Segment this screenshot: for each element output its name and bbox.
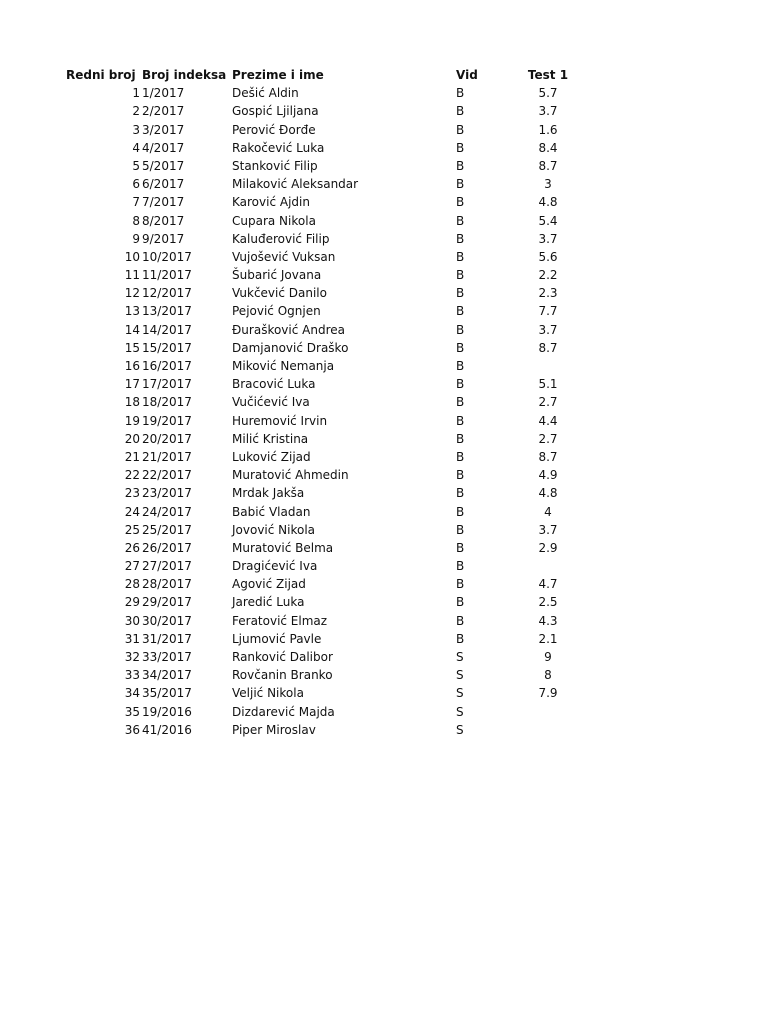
cell-vid: S [456, 704, 464, 719]
cell-broj-indeksa: 14/2017 [142, 322, 192, 337]
cell-prezime-ime: Mrdak Jakša [232, 486, 305, 501]
cell-test1: 2.3 [538, 286, 558, 301]
cell-redni-broj: 31 [124, 631, 140, 646]
cell-vid: B [456, 231, 465, 246]
cell-redni-broj: 8 [132, 213, 140, 228]
cell-broj-indeksa: 28/2017 [142, 577, 192, 592]
cell-test1: 8.7 [538, 449, 558, 464]
table-row [0, 248, 768, 266]
cell-redni-broj: 26 [124, 540, 140, 555]
cell-redni-broj: 23 [124, 486, 140, 501]
cell-prezime-ime: Đurašković Andrea [232, 322, 345, 337]
cell-redni-broj: 20 [124, 431, 140, 446]
cell-vid: B [456, 213, 465, 228]
cell-redni-broj: 22 [124, 468, 140, 483]
cell-redni-broj: 35 [124, 704, 140, 719]
cell-prezime-ime: Šubarić Jovana [232, 268, 322, 283]
cell-test1: 4.8 [538, 195, 558, 210]
table-row [0, 684, 768, 702]
cell-broj-indeksa: 2/2017 [142, 104, 185, 119]
cell-broj-indeksa: 6/2017 [142, 177, 185, 192]
cell-redni-broj: 32 [124, 650, 140, 664]
cell-vid: S [456, 686, 464, 701]
cell-prezime-ime: Piper Miroslav [232, 722, 316, 737]
cell-vid: B [456, 431, 465, 446]
cell-prezime-ime: Milić Kristina [232, 431, 309, 446]
cell-prezime-ime: Dragićević Iva [232, 559, 318, 574]
table-row [0, 539, 768, 557]
cell-redni-broj: 7 [132, 195, 140, 210]
cell-vid: B [456, 559, 465, 574]
table-row [0, 266, 768, 284]
cell-vid: S [456, 668, 464, 683]
header-broj-indeksa: Broj indeksa [142, 68, 227, 82]
cell-redni-broj: 36 [124, 722, 140, 737]
cell-broj-indeksa: 31/2017 [142, 631, 192, 646]
cell-vid: B [456, 595, 465, 610]
cell-test1: 8.4 [538, 140, 558, 155]
cell-redni-broj: 29 [124, 595, 140, 610]
cell-vid: B [456, 577, 465, 592]
cell-redni-broj: 17 [124, 377, 140, 392]
table-row [0, 121, 768, 139]
table-row [0, 412, 768, 430]
table-row [0, 357, 768, 375]
cell-prezime-ime: Muratović Ahmedin [232, 468, 349, 483]
cell-redni-broj: 11 [124, 268, 140, 283]
cell-vid: B [456, 504, 465, 519]
cell-broj-indeksa: 29/2017 [142, 595, 192, 610]
table-row [0, 575, 768, 593]
cell-test1: 3.7 [538, 322, 558, 337]
cell-vid: B [456, 86, 465, 101]
cell-redni-broj: 24 [124, 504, 140, 519]
cell-test1: 4.4 [538, 413, 558, 428]
cell-vid: B [456, 540, 465, 555]
header-prezime-ime: Prezime i ime [232, 68, 324, 82]
cell-test1: 7.7 [538, 304, 558, 319]
cell-test1: 1.6 [538, 122, 558, 137]
table-row [0, 721, 768, 739]
cell-vid: B [456, 158, 465, 173]
cell-prezime-ime: Perović Đorđe [232, 122, 316, 137]
cell-prezime-ime: Cupara Nikola [232, 213, 316, 228]
cell-vid: B [456, 122, 465, 137]
table-row [0, 84, 768, 102]
cell-vid: B [456, 449, 465, 464]
cell-vid: B [456, 268, 465, 283]
cell-vid: B [456, 468, 465, 483]
cell-prezime-ime: Rovčanin Branko [232, 668, 333, 683]
cell-test1: 4.3 [538, 613, 558, 628]
cell-redni-broj: 33 [124, 668, 140, 683]
header-row [0, 66, 768, 84]
cell-prezime-ime: Ranković Dalibor [232, 650, 333, 664]
cell-broj-indeksa: 24/2017 [142, 504, 192, 519]
cell-test1: 5.4 [538, 213, 558, 228]
table-row [0, 175, 768, 193]
cell-prezime-ime: Jaredić Luka [232, 595, 305, 610]
cell-redni-broj: 19 [124, 413, 140, 428]
cell-broj-indeksa: 41/2016 [142, 722, 192, 737]
cell-broj-indeksa: 9/2017 [142, 231, 185, 246]
table-row [0, 612, 768, 630]
cell-prezime-ime: Ljumović Pavle [232, 631, 322, 646]
cell-test1: 2.1 [538, 631, 558, 646]
cell-prezime-ime: Huremović Irvin [232, 413, 328, 428]
table-row [0, 484, 768, 502]
cell-broj-indeksa: 13/2017 [142, 304, 192, 319]
cell-vid: B [456, 304, 465, 319]
cell-redni-broj: 3 [132, 122, 140, 137]
table-row [0, 557, 768, 575]
cell-test1: 2.5 [538, 595, 558, 610]
cell-broj-indeksa: 4/2017 [142, 140, 185, 155]
header-test1: Test 1 [527, 68, 569, 82]
cell-broj-indeksa: 18/2017 [142, 395, 192, 410]
cell-prezime-ime: Veljić Nikola [232, 686, 304, 701]
cell-redni-broj: 34 [124, 686, 140, 701]
cell-vid: B [456, 104, 465, 119]
cell-vid: B [456, 631, 465, 646]
table-row [0, 230, 768, 248]
cell-redni-broj: 14 [124, 322, 140, 337]
cell-redni-broj: 28 [124, 577, 140, 592]
cell-prezime-ime: Jovović Nikola [232, 522, 316, 537]
cell-prezime-ime: Babić Vladan [232, 504, 311, 519]
cell-broj-indeksa: 21/2017 [142, 449, 192, 464]
table-row [0, 302, 768, 320]
cell-broj-indeksa: 26/2017 [142, 540, 192, 555]
cell-redni-broj: 13 [124, 304, 140, 319]
cell-broj-indeksa: 15/2017 [142, 340, 192, 355]
cell-redni-broj: 4 [132, 140, 140, 155]
cell-vid: B [456, 613, 465, 628]
cell-test1: 2.2 [538, 268, 558, 283]
cell-vid: B [456, 322, 465, 337]
cell-broj-indeksa: 10/2017 [142, 249, 192, 264]
cell-test1: 2.7 [538, 395, 558, 410]
cell-vid: B [456, 522, 465, 537]
cell-broj-indeksa: 34/2017 [142, 668, 192, 683]
cell-prezime-ime: Pejović Ognjen [232, 304, 321, 319]
cell-prezime-ime: Luković Zijad [232, 449, 311, 464]
table-row [0, 630, 768, 648]
header-redni-broj: Redni broj [66, 68, 136, 82]
cell-test1: 4 [544, 504, 552, 519]
cell-prezime-ime: Vujošević Vuksan [232, 249, 336, 264]
cell-prezime-ime: Dizdarević Majda [232, 704, 335, 719]
table-row [0, 339, 768, 357]
table-row [0, 448, 768, 466]
cell-redni-broj: 10 [124, 249, 140, 264]
cell-vid: B [456, 195, 465, 210]
cell-broj-indeksa: 33/2017 [142, 650, 192, 664]
table-row [0, 284, 768, 302]
cell-redni-broj: 15 [124, 340, 140, 355]
cell-test1: 2.9 [538, 540, 558, 555]
cell-redni-broj: 21 [124, 449, 140, 464]
cell-broj-indeksa: 7/2017 [142, 195, 185, 210]
cell-broj-indeksa: 20/2017 [142, 431, 192, 446]
cell-test1: 5.1 [538, 377, 558, 392]
cell-prezime-ime: Feratović Elmaz [232, 613, 328, 628]
cell-test1: 3 [544, 177, 552, 192]
table-row [0, 102, 768, 120]
cell-redni-broj: 9 [132, 231, 140, 246]
cell-broj-indeksa: 3/2017 [142, 122, 185, 137]
cell-prezime-ime: Miković Nemanja [232, 359, 335, 373]
cell-redni-broj: 1 [132, 86, 140, 101]
cell-vid: B [456, 177, 465, 192]
cell-redni-broj: 6 [132, 177, 140, 192]
table-body [0, 84, 768, 739]
cell-vid: B [456, 286, 465, 301]
cell-test1: 5.7 [538, 86, 558, 101]
cell-test1: 3.7 [538, 231, 558, 246]
cell-test1: 9 [544, 650, 552, 664]
cell-broj-indeksa: 19/2017 [142, 413, 192, 428]
cell-prezime-ime: Damjanović Draško [232, 340, 349, 355]
cell-test1: 3.7 [538, 104, 558, 119]
table-row [0, 212, 768, 230]
table-row [0, 375, 768, 393]
cell-prezime-ime: Rakočević Luka [232, 140, 325, 155]
cell-vid: S [456, 650, 464, 664]
table-row [0, 703, 768, 721]
cell-redni-broj: 25 [124, 522, 140, 537]
cell-test1: 4.7 [538, 577, 558, 592]
cell-broj-indeksa: 1/2017 [142, 86, 185, 101]
spreadsheet [0, 66, 768, 739]
cell-broj-indeksa: 5/2017 [142, 158, 185, 173]
table-row [0, 521, 768, 539]
cell-prezime-ime: Karović Ajdin [232, 195, 310, 210]
cell-redni-broj: 5 [132, 158, 140, 173]
cell-test1: 5.6 [538, 249, 558, 264]
cell-broj-indeksa: 16/2017 [142, 359, 192, 373]
cell-vid: S [456, 722, 464, 737]
table-row [0, 193, 768, 211]
table-row [0, 157, 768, 175]
table-row [0, 139, 768, 157]
cell-test1: 7.9 [538, 686, 558, 701]
table-row [0, 648, 768, 666]
cell-broj-indeksa: 27/2017 [142, 559, 192, 574]
cell-redni-broj: 27 [124, 559, 140, 574]
cell-broj-indeksa: 19/2016 [142, 704, 192, 719]
cell-prezime-ime: Stanković Filip [232, 158, 318, 173]
cell-test1: 4.9 [538, 468, 558, 483]
cell-prezime-ime: Vukčević Danilo [232, 286, 327, 301]
cell-vid: B [456, 140, 465, 155]
cell-test1: 3.7 [538, 522, 558, 537]
cell-prezime-ime: Gospić Ljiljana [232, 104, 319, 119]
cell-redni-broj: 12 [124, 286, 140, 301]
table-row [0, 321, 768, 339]
cell-vid: B [456, 377, 465, 392]
cell-broj-indeksa: 35/2017 [142, 686, 192, 701]
cell-broj-indeksa: 11/2017 [142, 268, 192, 283]
cell-broj-indeksa: 8/2017 [142, 213, 185, 228]
cell-test1: 8.7 [538, 158, 558, 173]
cell-prezime-ime: Dešić Aldin [232, 86, 299, 101]
cell-broj-indeksa: 25/2017 [142, 522, 192, 537]
cell-vid: B [456, 486, 465, 501]
cell-redni-broj: 18 [124, 395, 140, 410]
table-row [0, 503, 768, 521]
cell-vid: B [456, 340, 465, 355]
cell-vid: B [456, 249, 465, 264]
table-row [0, 466, 768, 484]
cell-broj-indeksa: 30/2017 [142, 613, 192, 628]
table-row [0, 393, 768, 411]
cell-test1: 4.8 [538, 486, 558, 501]
cell-vid: B [456, 413, 465, 428]
cell-broj-indeksa: 17/2017 [142, 377, 192, 392]
cell-prezime-ime: Agović Zijad [232, 577, 306, 592]
cell-redni-broj: 2 [132, 104, 140, 119]
cell-prezime-ime: Bracović Luka [232, 377, 316, 392]
table-row [0, 666, 768, 684]
cell-prezime-ime: Muratović Belma [232, 540, 334, 555]
cell-vid: B [456, 359, 465, 373]
cell-prezime-ime: Kaluđerović Filip [232, 231, 330, 246]
cell-prezime-ime: Milaković Aleksandar [232, 177, 359, 192]
header-vid: Vid [456, 68, 478, 82]
table-row [0, 593, 768, 611]
cell-prezime-ime: Vučićević Iva [232, 395, 310, 410]
cell-test1: 8 [544, 668, 552, 683]
cell-redni-broj: 16 [124, 359, 140, 373]
table-row [0, 430, 768, 448]
cell-vid: B [456, 395, 465, 410]
cell-redni-broj: 30 [124, 613, 140, 628]
cell-broj-indeksa: 22/2017 [142, 468, 192, 483]
cell-test1: 2.7 [538, 431, 558, 446]
cell-broj-indeksa: 12/2017 [142, 286, 192, 301]
cell-broj-indeksa: 23/2017 [142, 486, 192, 501]
cell-test1: 8.7 [538, 340, 558, 355]
